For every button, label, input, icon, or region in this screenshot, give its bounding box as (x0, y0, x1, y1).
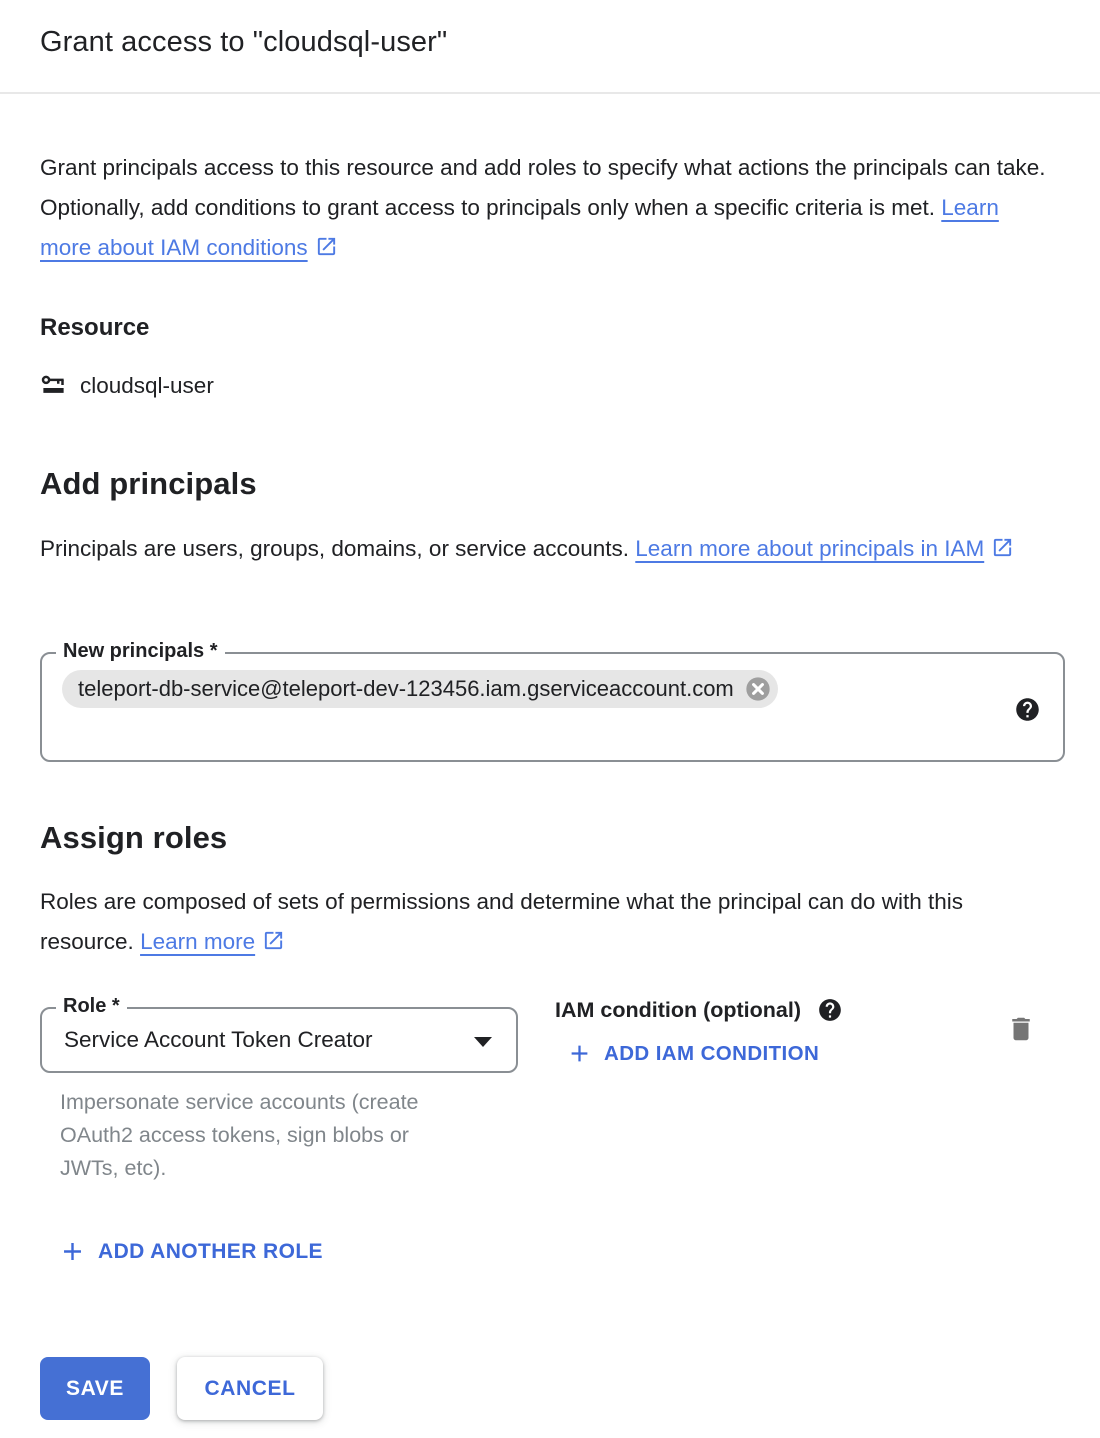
trash-icon (1006, 1014, 1036, 1044)
title-divider (0, 92, 1100, 94)
principal-chip-value: teleport-db-service@teleport-dev-123456.iam.gserviceaccount.com (78, 676, 734, 701)
plus-icon (58, 1237, 87, 1266)
resource-row (40, 372, 214, 399)
add-principals-description (40, 529, 1055, 569)
add-principals-heading: Add principals (40, 466, 257, 501)
intro-paragraph (40, 148, 1055, 268)
open-in-new-icon (262, 929, 285, 952)
delete-role-button[interactable] (1006, 1014, 1036, 1047)
iam-conditions-learn-more-label: Learn more about IAM conditions (40, 195, 999, 260)
new-principals-label: New principals * (56, 640, 225, 663)
add-another-role-label: ADD ANOTHER ROLE (98, 1239, 323, 1263)
principals-learn-more-link[interactable] (635, 536, 1014, 561)
roles-learn-more-link[interactable] (140, 929, 285, 954)
role-select[interactable] (40, 995, 518, 1073)
add-iam-condition-label: ADD IAM CONDITION (604, 1041, 820, 1065)
principals-help-icon[interactable] (1014, 696, 1041, 723)
resource-heading: Resource (40, 314, 150, 341)
plus-icon (566, 1040, 593, 1067)
role-value: Service Account Token Creator (64, 1027, 373, 1052)
assign-roles-description (40, 882, 1025, 962)
resource-name: cloudsql-user (80, 372, 214, 398)
caret-down-icon (474, 1037, 492, 1047)
iam-condition-label-row (555, 997, 843, 1023)
cancel-icon (744, 675, 772, 703)
save-button[interactable]: SAVE (40, 1357, 150, 1420)
chip-remove-button[interactable] (744, 675, 772, 703)
service-account-key-icon (40, 372, 67, 399)
open-in-new-icon (315, 235, 338, 258)
add-principals-text: Principals are users, groups, domains, or service accounts. (40, 536, 630, 561)
principal-chip (62, 670, 778, 708)
cancel-button[interactable]: CANCEL (177, 1357, 323, 1420)
intro-text: Grant principals access to this resource and add roles to specify what actions the principals can take. Optionally, add conditions to grant access to principals only when a specific criteria is met. (40, 155, 1046, 220)
principals-learn-more-label: Learn more about principals in IAM (635, 536, 985, 561)
roles-learn-more-label: Learn more (140, 929, 256, 954)
new-principals-field[interactable] (40, 640, 1065, 762)
assign-roles-text: Roles are composed of sets of permissions and determine what the principal can do with this resource. (40, 889, 963, 954)
iam-condition-help-icon[interactable] (817, 997, 843, 1023)
dialog-title: Grant access to "cloudsql-user" (40, 26, 448, 58)
role-helper-text: Impersonate service accounts (create OAuth2 access tokens, sign blobs or JWTs, etc). (60, 1090, 419, 1180)
open-in-new-icon (991, 536, 1014, 559)
assign-roles-heading: Assign roles (40, 820, 228, 855)
iam-condition-label: IAM condition (optional) (555, 997, 802, 1022)
add-another-role-button[interactable] (58, 1237, 323, 1266)
add-iam-condition-button[interactable] (566, 1040, 819, 1067)
role-label: Role * (56, 995, 127, 1018)
